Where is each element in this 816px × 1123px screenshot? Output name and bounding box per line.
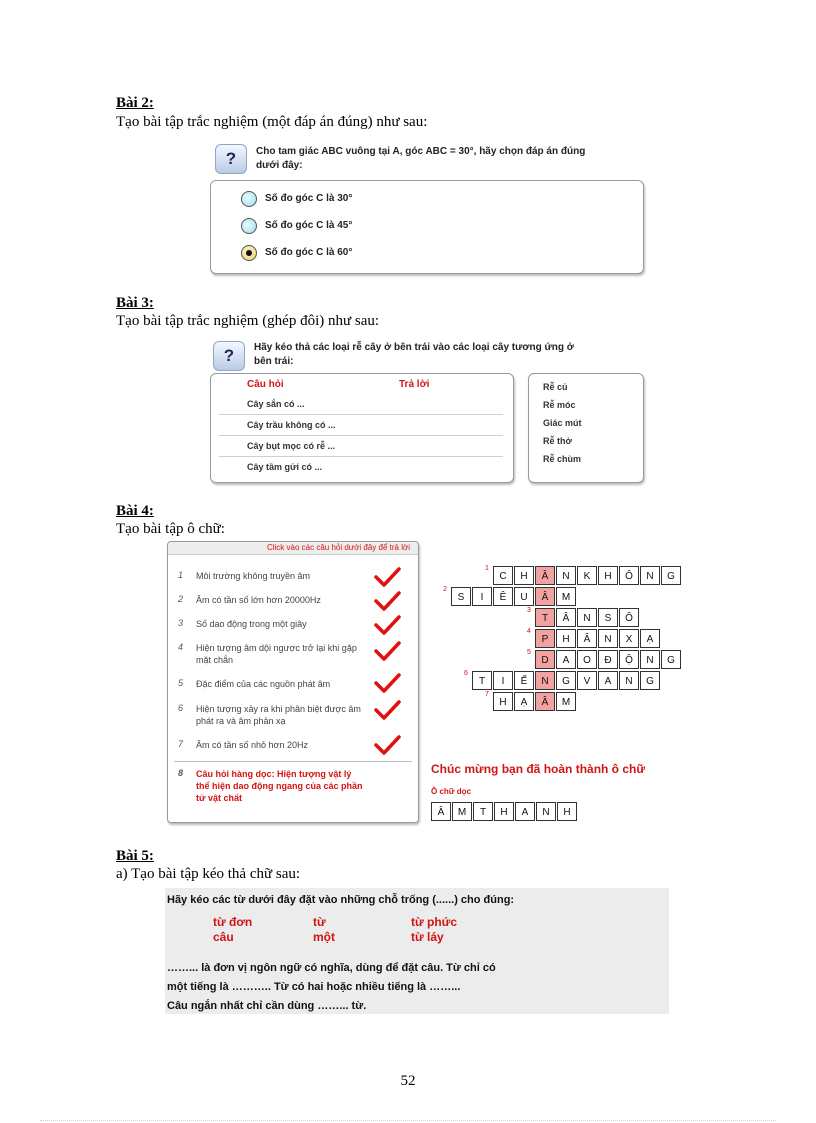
word-tile[interactable]: từ phức <box>411 915 458 929</box>
answer-item[interactable]: Rễ thở <box>543 436 572 446</box>
crossword-cell: A <box>556 650 576 669</box>
word-tile[interactable]: câu <box>213 930 234 944</box>
crossword-cell: H <box>493 692 513 711</box>
answer-item[interactable]: Giác mút <box>543 418 582 428</box>
crossword-cell: Â <box>535 692 555 711</box>
crossword-cell: Ế <box>514 671 534 690</box>
vertical-word-cell: Â <box>431 802 451 821</box>
row-number: 6 <box>464 670 468 677</box>
crossword-cell: Â <box>535 587 555 606</box>
crossword-cell: Ạ <box>640 629 660 648</box>
check-icon <box>373 672 401 694</box>
crossword-cell: Â <box>577 629 597 648</box>
bai2-heading: Bài 2: <box>116 95 154 111</box>
sentence-line-2: một tiếng là ……….. Từ có hai hoặc nhiều tiếng là ……... <box>167 981 461 993</box>
crossword-cell: K <box>577 566 597 585</box>
answer-item[interactable]: Rễ củ <box>543 382 568 392</box>
column-answer-header: Trả lời <box>399 379 430 390</box>
sentence-line-3: Câu ngắn nhất chỉ cần dùng ……... từ. <box>167 1000 367 1012</box>
row-number: 1 <box>485 565 489 572</box>
bai2-options-panel <box>210 180 644 274</box>
radio-option-1[interactable] <box>241 191 257 207</box>
bai2-question: Cho tam giác ABC vuông tại A, góc ABC = 30°, hãy chọn đáp án đúng dưới đây: <box>256 146 586 171</box>
crossword-cell: U <box>514 587 534 606</box>
crossword-cell: X <box>619 629 639 648</box>
crossword-cell: Ạ <box>514 692 534 711</box>
crossword-cell: O <box>577 650 597 669</box>
question-icon: ? <box>213 341 245 371</box>
vertical-word-cell: T <box>473 802 493 821</box>
check-icon <box>373 734 401 756</box>
crossword-cell: C <box>493 566 513 585</box>
column-question-header: Câu hỏi <box>247 379 284 390</box>
row-number: 4 <box>527 628 531 635</box>
crossword-cell: H <box>514 566 534 585</box>
check-icon <box>373 590 401 612</box>
bai5-heading: Bài 5: <box>116 848 154 864</box>
crossword-cell: M <box>556 587 576 606</box>
crossword-cell: G <box>640 671 660 690</box>
crossword-cell: H <box>598 566 618 585</box>
clue-panel-header: Click vào các câu hỏi dưới đây để trả lời <box>168 542 418 555</box>
bai4-heading: Bài 4: <box>116 503 154 519</box>
crossword-cell: N <box>619 671 639 690</box>
congrats-message: Chúc mừng bạn đã hoàn thành ô chữ <box>431 762 646 776</box>
crossword-cell: Ộ <box>619 650 639 669</box>
answer-item[interactable]: Rễ chùm <box>543 454 582 464</box>
check-icon <box>373 614 401 636</box>
bai3-heading: Bài 3: <box>116 295 154 311</box>
crossword-cell: M <box>556 692 576 711</box>
page-footer-rule <box>40 1120 776 1121</box>
crossword-cell: Đ <box>598 650 618 669</box>
radio-option-2[interactable] <box>241 218 257 234</box>
crossword-cell: G <box>661 566 681 585</box>
crossword-clue-panel: Click vào các câu hỏi dưới đây để trả lời 1 Môi trường không truyền âm 2 Âm có tần số lớn hơn 20000Hz 3 Số dao động trong một giây 4 Hiện tượng âm dội ngược trở lại khi gặp mặt chắn 5 Đặc điểm của các nguồn phát âm 6 Hiện tượng xảy ra khi phân biệt được âm phát ra và âm phản xạ 7 Âm có tần số nhỏ hơn 20Hz 8 Câu hỏi hàng dọc: Hiện tượng vật lý thể hiện dao động ngang của các phần tử vật chất <box>167 541 419 823</box>
vertical-word-cell: N <box>536 802 556 821</box>
drag-drop-exercise <box>165 888 669 1014</box>
option-2-label: Số đo góc C là 45° <box>265 220 353 231</box>
crossword-cell: Â <box>535 566 555 585</box>
crossword-cell: S <box>598 608 618 627</box>
crossword-cell: N <box>598 629 618 648</box>
match-row[interactable]: Cây bụt mọc có rễ ... <box>219 436 503 457</box>
bai5-intro: a) Tạo bài tập kéo thả chữ sau: <box>116 866 301 882</box>
row-number: 3 <box>527 607 531 614</box>
answer-item[interactable]: Rễ móc <box>543 400 576 410</box>
crossword-cell: V <box>577 671 597 690</box>
radio-option-3-selected[interactable] <box>241 245 257 261</box>
vertical-word-cell: H <box>557 802 577 821</box>
match-row[interactable]: Cây trầu không có ... <box>219 415 503 436</box>
bai4-intro: Tạo bài tập ô chữ: <box>116 521 225 537</box>
crossword-cell: Â <box>556 608 576 627</box>
crossword-cell: Ô <box>619 566 639 585</box>
row-number: 5 <box>527 649 531 656</box>
vertical-word-cell: M <box>452 802 472 821</box>
question-icon: ? <box>215 144 247 174</box>
crossword-cell: P <box>535 629 555 648</box>
divider <box>174 761 412 762</box>
crossword-cell: N <box>640 566 660 585</box>
instruction-text: Hãy kéo các từ dưới đây đặt vào những chỗ trống (......) cho đúng: <box>167 894 515 906</box>
crossword-cell: N <box>640 650 660 669</box>
vertical-word-label: Ô chữ dọc <box>431 787 472 796</box>
vertical-word-cell: A <box>515 802 535 821</box>
crossword-cell: D <box>535 650 555 669</box>
check-icon <box>373 640 401 662</box>
word-tile[interactable]: từ đơn <box>213 915 253 929</box>
crossword-cell: G <box>661 650 681 669</box>
crossword-cell: I <box>472 587 492 606</box>
crossword-cell: Ô <box>619 608 639 627</box>
bai2-intro: Tạo bài tập trắc nghiệm (một đáp án đúng) như sau: <box>116 114 428 130</box>
crossword-cell: H <box>556 629 576 648</box>
crossword-cell: N <box>556 566 576 585</box>
bai3-answers-panel <box>528 373 644 483</box>
crossword-cell: T <box>472 671 492 690</box>
match-row[interactable]: Cây tầm gửi có ... <box>247 462 323 472</box>
crossword-cell: I <box>493 671 513 690</box>
check-icon <box>373 699 401 721</box>
sentence-line-1: ……... là đơn vị ngôn ngữ có nghĩa, dùng để đặt câu. Từ chỉ có <box>167 962 496 974</box>
crossword-cell: N <box>577 608 597 627</box>
bai3-intro: Tạo bài tập trắc nghiệm (ghép đôi) như sau: <box>116 313 380 329</box>
word-tile[interactable]: từ láy <box>411 930 444 944</box>
check-icon <box>373 566 401 588</box>
crossword-cell: Ê <box>493 587 513 606</box>
row-number: 2 <box>443 586 447 593</box>
row-number: 7 <box>485 691 489 698</box>
page-number: 52 <box>400 1073 416 1089</box>
bai3-question: Hãy kéo thả các loại rễ cây ở bên trái vào các loại cây tương ứng ở bên trái: <box>254 342 574 367</box>
crossword-cell: G <box>556 671 576 690</box>
word-tile[interactable]: một <box>313 930 335 944</box>
crossword-cell: S <box>451 587 471 606</box>
crossword-cell: T <box>535 608 555 627</box>
bai3-matching-panel <box>210 373 514 483</box>
match-row[interactable]: Cây sắn có ... <box>219 394 503 415</box>
vertical-word-cell: H <box>494 802 514 821</box>
crossword-cell: A <box>598 671 618 690</box>
option-3-label: Số đo góc C là 60° <box>265 247 353 258</box>
crossword-cell: N <box>535 671 555 690</box>
word-tile[interactable]: từ <box>313 915 326 929</box>
option-1-label: Số đo góc C là 30° <box>265 193 353 204</box>
